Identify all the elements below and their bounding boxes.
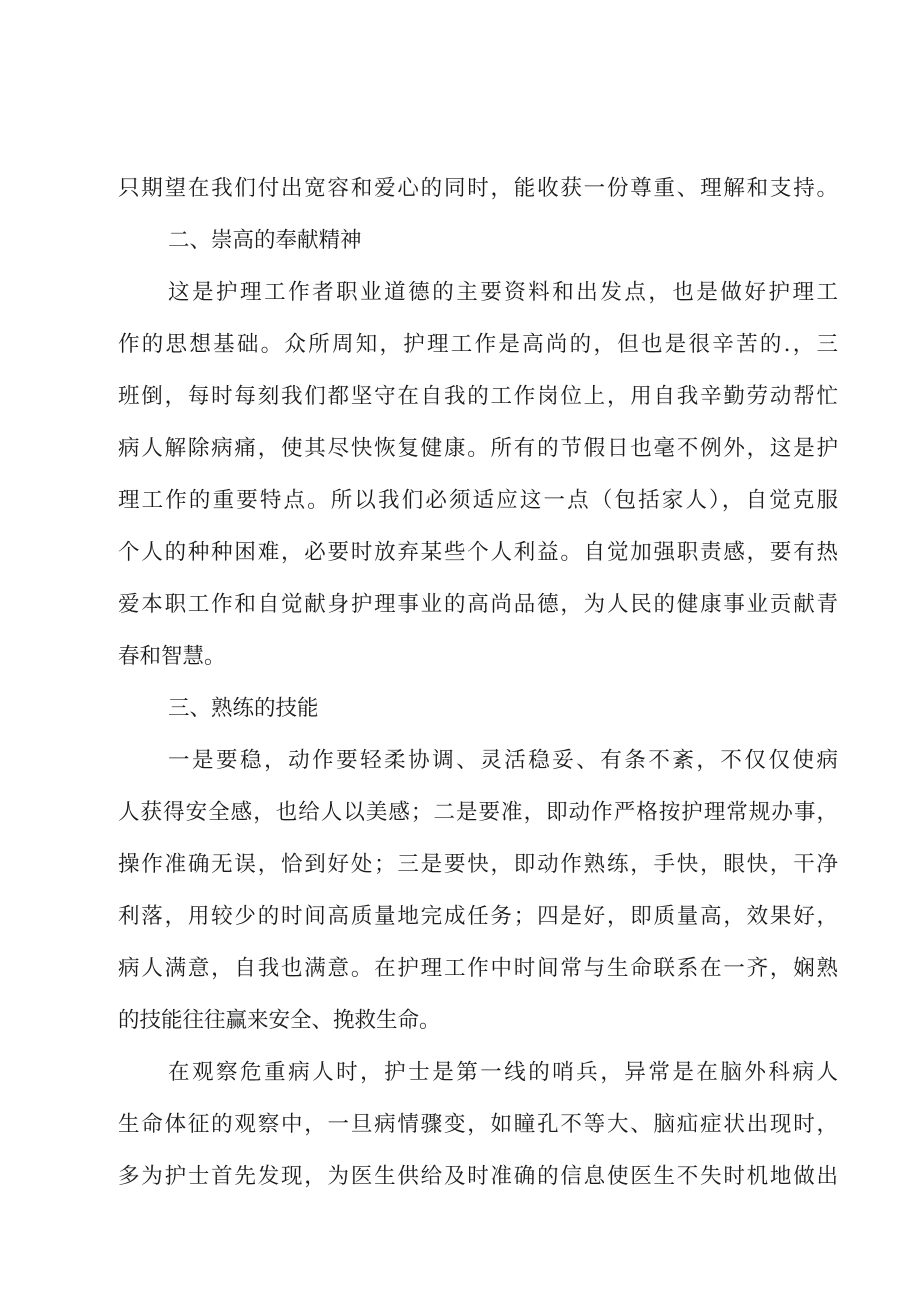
text-line: 在观察危重病人时，护士是第一线的哨兵，异常是在脑外科病人	[168, 1060, 838, 1085]
text-line: 的技能往往赢来安全、挽救生命。	[118, 1008, 441, 1033]
text-line: 病人满意，自我也满意。在护理工作中时间常与生命联系在一齐，娴熟	[118, 956, 838, 981]
text-line: 爱本职工作和自觉献身护理事业的高尚品德，为人民的健康事业贡献青	[118, 592, 838, 617]
text-line: 一是要稳，动作要轻柔协调、灵活稳妥、有条不紊，不仅仅使病	[168, 748, 838, 773]
section-heading: 二、崇高的奉献精神	[168, 228, 362, 253]
text-line: 生命体征的观察中，一旦病情骤变，如瞳孔不等大、脑疝症状出现时，	[118, 1112, 838, 1137]
text-line: 人获得安全感，也给人以美感；二是要准，即动作严格按护理常规办事，	[118, 800, 838, 825]
text-line: 作的思想基础。众所周知，护理工作是高尚的，但也是很辛苦的.，三	[118, 332, 838, 357]
text-line: 病人解除病痛，使其尽快恢复健康。所有的节假日也毫不例外，这是护	[118, 436, 838, 461]
section-heading: 三、熟练的技能	[168, 696, 319, 721]
text-line: 班倒，每时每刻我们都坚守在自我的工作岗位上，用自我辛勤劳动帮忙	[118, 384, 838, 409]
text-line: 这是护理工作者职业道德的主要资料和出发点，也是做好护理工	[168, 280, 838, 305]
text-line: 只期望在我们付出宽容和爱心的同时，能收获一份尊重、理解和支持。	[118, 176, 838, 201]
text-line: 理工作的重要特点。所以我们必须适应这一点（包括家人），自觉克服	[118, 488, 838, 513]
text-line: 多为护士首先发现，为医生供给及时准确的信息使医生不失时机地做出	[118, 1164, 838, 1189]
text-line: 春和智慧。	[118, 644, 226, 669]
text-line: 个人的种种困难，必要时放弃某些个人利益。自觉加强职责感，要有热	[118, 540, 838, 565]
text-line: 利落，用较少的时间高质量地完成任务；四是好，即质量高，效果好，	[118, 904, 838, 929]
text-line: 操作准确无误，恰到好处；三是要快，即动作熟练，手快，眼快，干净	[118, 852, 838, 877]
